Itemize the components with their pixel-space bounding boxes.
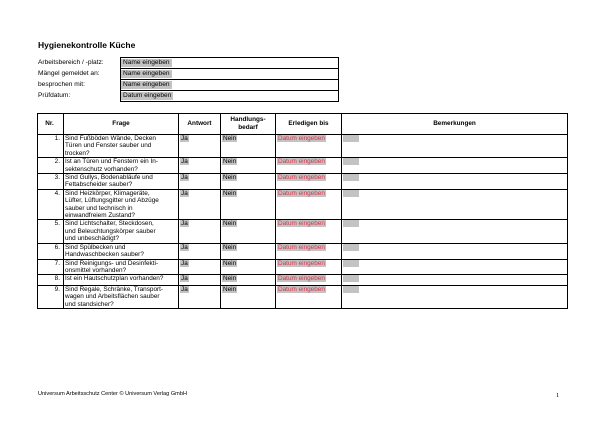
due-date-cell bbox=[276, 189, 342, 220]
question-line: wagen und Arbeitsflächen sauber bbox=[65, 293, 160, 301]
meta-value-cell bbox=[121, 91, 339, 102]
remarks-cell bbox=[342, 285, 568, 308]
question-line: Lüfter, Lüftungsgitter und Abzüge bbox=[65, 197, 159, 205]
table-row bbox=[38, 243, 568, 259]
header-action-needed bbox=[221, 114, 276, 135]
row-number: 9. bbox=[38, 285, 64, 308]
area-input[interactable]: Name eingeben bbox=[123, 59, 170, 66]
answer-field[interactable]: Ja bbox=[181, 220, 188, 228]
table-row bbox=[38, 135, 568, 158]
table-row bbox=[38, 275, 568, 285]
answer-field[interactable]: Ja bbox=[181, 135, 188, 142]
question-line: einwandfreiem Zustand? bbox=[65, 212, 135, 220]
table-row bbox=[38, 189, 568, 220]
answer-field[interactable]: Ja bbox=[181, 259, 188, 267]
row-number: 8. bbox=[38, 275, 64, 285]
page-title: Hygienekontrolle Küche bbox=[38, 40, 136, 50]
meta-label: besprochen mit: bbox=[38, 81, 85, 88]
row-number: 5. bbox=[38, 220, 64, 243]
question-line: Sind Reinigungs- und Desinfekti- bbox=[65, 259, 159, 267]
question-line: Sind Fußböden Wände, Decken bbox=[65, 135, 156, 142]
header-answer: Antwort bbox=[179, 114, 221, 135]
due-date-field[interactable]: Datum eingeben bbox=[278, 220, 325, 228]
row-number: 3. bbox=[38, 174, 64, 190]
meta-row bbox=[38, 91, 339, 102]
meta-value-cell bbox=[121, 69, 339, 80]
action-needed-field[interactable]: Nein bbox=[223, 158, 237, 166]
answer-cell bbox=[179, 243, 221, 259]
action-needed-cell bbox=[221, 243, 276, 259]
question-line: Sind Lichtschalter, Steckdosen, bbox=[65, 220, 154, 228]
header-action-line-2: bedarf bbox=[238, 124, 258, 131]
remarks-field[interactable] bbox=[343, 135, 359, 142]
row-number: 6. bbox=[38, 243, 64, 259]
meta-fields bbox=[38, 57, 339, 102]
reported-to-input[interactable]: Name eingeben bbox=[123, 70, 170, 77]
checklist-table bbox=[37, 113, 568, 309]
question-line: onsmittel vorhanden? bbox=[65, 266, 127, 274]
remarks-field[interactable] bbox=[343, 174, 359, 181]
answer-cell bbox=[179, 220, 221, 243]
discussed-with-input[interactable]: Name eingeben bbox=[123, 81, 170, 88]
answer-cell bbox=[179, 189, 221, 220]
question-line: und unbeschädigt? bbox=[65, 235, 120, 243]
question-line: trocken? bbox=[65, 149, 90, 157]
answer-field[interactable]: Ja bbox=[181, 275, 188, 283]
action-needed-field[interactable]: Nein bbox=[223, 135, 237, 142]
answer-cell bbox=[179, 135, 221, 158]
question-line: sauber und technisch in bbox=[65, 204, 133, 212]
remarks-cell bbox=[342, 259, 568, 275]
question-cell bbox=[64, 174, 179, 190]
row-number: 1. bbox=[38, 135, 64, 158]
action-needed-field[interactable]: Nein bbox=[223, 189, 237, 197]
question-line: Sind Gullys, Bodenabläufe und bbox=[65, 174, 153, 182]
question-line: Sind Regale, Schränke, Transport- bbox=[65, 285, 164, 293]
meta-value-cell bbox=[121, 80, 339, 91]
answer-field[interactable]: Ja bbox=[181, 285, 188, 293]
question-line: Fettabscheider sauber? bbox=[65, 181, 133, 189]
answer-cell bbox=[179, 259, 221, 275]
answer-cell bbox=[179, 285, 221, 308]
header-remarks: Bemerkungen bbox=[342, 114, 568, 135]
table-row bbox=[38, 259, 568, 275]
meta-row bbox=[38, 80, 339, 91]
header-question: Frage bbox=[64, 114, 179, 135]
question-line: Ist ein Hautschutzplan vorhanden? bbox=[65, 275, 164, 283]
due-date-cell bbox=[276, 158, 342, 174]
action-needed-cell bbox=[221, 220, 276, 243]
question-cell bbox=[64, 189, 179, 220]
row-number: 4. bbox=[38, 189, 64, 220]
due-date-field[interactable]: Datum eingeben bbox=[278, 275, 325, 283]
meta-label: Prüfdatum: bbox=[38, 92, 71, 99]
question-cell bbox=[64, 285, 179, 308]
question-line: und standsicher? bbox=[65, 300, 114, 308]
remarks-field[interactable] bbox=[343, 260, 359, 267]
answer-cell bbox=[179, 174, 221, 190]
page-number: 1 bbox=[556, 392, 560, 399]
remarks-cell bbox=[342, 243, 568, 259]
due-date-cell bbox=[276, 275, 342, 285]
due-date-cell bbox=[276, 220, 342, 243]
action-needed-cell bbox=[221, 189, 276, 220]
table-row bbox=[38, 158, 568, 174]
action-needed-cell bbox=[221, 158, 276, 174]
due-date-field[interactable]: Datum eingeben bbox=[278, 285, 325, 293]
due-date-cell bbox=[276, 285, 342, 308]
row-number: 2. bbox=[38, 158, 64, 174]
due-date-cell bbox=[276, 243, 342, 259]
answer-field[interactable]: Ja bbox=[181, 189, 188, 197]
remarks-field[interactable] bbox=[343, 286, 359, 293]
table-row bbox=[38, 220, 568, 243]
question-cell bbox=[64, 275, 179, 285]
due-date-field[interactable]: Datum eingeben bbox=[278, 243, 325, 251]
question-line: sektenschutz vorhanden? bbox=[65, 165, 138, 173]
footer-text: Universum Arbeitsschutz Center © Universum Verlag GmbH bbox=[38, 391, 187, 397]
meta-row bbox=[38, 58, 339, 69]
action-needed-cell bbox=[221, 135, 276, 158]
remarks-field[interactable] bbox=[343, 190, 359, 197]
question-cell bbox=[64, 135, 179, 158]
remarks-field[interactable] bbox=[343, 275, 359, 282]
header-nr: Nr. bbox=[38, 114, 64, 135]
meta-row bbox=[38, 69, 339, 80]
due-date-field[interactable]: Datum eingeben bbox=[278, 174, 325, 182]
remarks-cell bbox=[342, 275, 568, 285]
due-date-cell bbox=[276, 135, 342, 158]
header-action-line-1: Handlungs- bbox=[230, 116, 266, 123]
action-needed-field[interactable]: Nein bbox=[223, 285, 237, 293]
remarks-cell bbox=[342, 220, 568, 243]
remarks-cell bbox=[342, 158, 568, 174]
action-needed-field[interactable]: Nein bbox=[223, 259, 237, 267]
table-header-row bbox=[38, 114, 568, 135]
question-cell bbox=[64, 243, 179, 259]
remarks-cell bbox=[342, 174, 568, 190]
remarks-cell bbox=[342, 135, 568, 158]
question-line: Ist an Türen und Fenstern ein In- bbox=[65, 158, 158, 166]
answer-field[interactable]: Ja bbox=[181, 158, 188, 166]
question-line: Türen und Fenster sauber und bbox=[65, 142, 152, 150]
answer-cell bbox=[179, 158, 221, 174]
due-date-cell bbox=[276, 259, 342, 275]
action-needed-field[interactable]: Nein bbox=[223, 243, 237, 251]
table-row bbox=[38, 174, 568, 190]
check-date-input[interactable]: Datum eingeben bbox=[123, 92, 172, 99]
action-needed-cell bbox=[221, 259, 276, 275]
due-date-field[interactable]: Datum eingeben bbox=[278, 259, 325, 267]
question-line: Sind Spülbecken und bbox=[65, 243, 126, 251]
question-line: Sind Heizkörper, Klimageräte, bbox=[65, 189, 150, 197]
remarks-field[interactable] bbox=[343, 220, 359, 227]
remarks-field[interactable] bbox=[343, 158, 359, 165]
action-needed-cell bbox=[221, 174, 276, 190]
answer-field[interactable]: Ja bbox=[181, 243, 188, 251]
remarks-field[interactable] bbox=[343, 244, 359, 251]
action-needed-cell bbox=[221, 275, 276, 285]
row-number: 7. bbox=[38, 259, 64, 275]
answer-cell bbox=[179, 275, 221, 285]
header-due-date: Erledigen bis bbox=[276, 114, 342, 135]
action-needed-field[interactable]: Nein bbox=[223, 174, 237, 182]
due-date-field[interactable]: Datum eingeben bbox=[278, 158, 325, 166]
question-cell bbox=[64, 259, 179, 275]
meta-label: Mängel gemeldet an: bbox=[38, 70, 100, 77]
meta-value-cell bbox=[121, 58, 339, 69]
due-date-field[interactable]: Datum eingeben bbox=[278, 135, 325, 142]
meta-label: Arbeitsbereich / -platz: bbox=[38, 59, 104, 66]
question-cell bbox=[64, 158, 179, 174]
question-line: und Beleuchtungskörper sauber bbox=[65, 227, 156, 235]
due-date-cell bbox=[276, 174, 342, 190]
action-needed-field[interactable]: Nein bbox=[223, 275, 237, 283]
question-cell bbox=[64, 220, 179, 243]
action-needed-cell bbox=[221, 285, 276, 308]
remarks-cell bbox=[342, 189, 568, 220]
action-needed-field[interactable]: Nein bbox=[223, 220, 237, 228]
answer-field[interactable]: Ja bbox=[181, 174, 188, 182]
due-date-field[interactable]: Datum eingeben bbox=[278, 189, 325, 197]
table-row bbox=[38, 285, 568, 308]
question-line: Handwaschbecken sauber? bbox=[65, 251, 144, 259]
